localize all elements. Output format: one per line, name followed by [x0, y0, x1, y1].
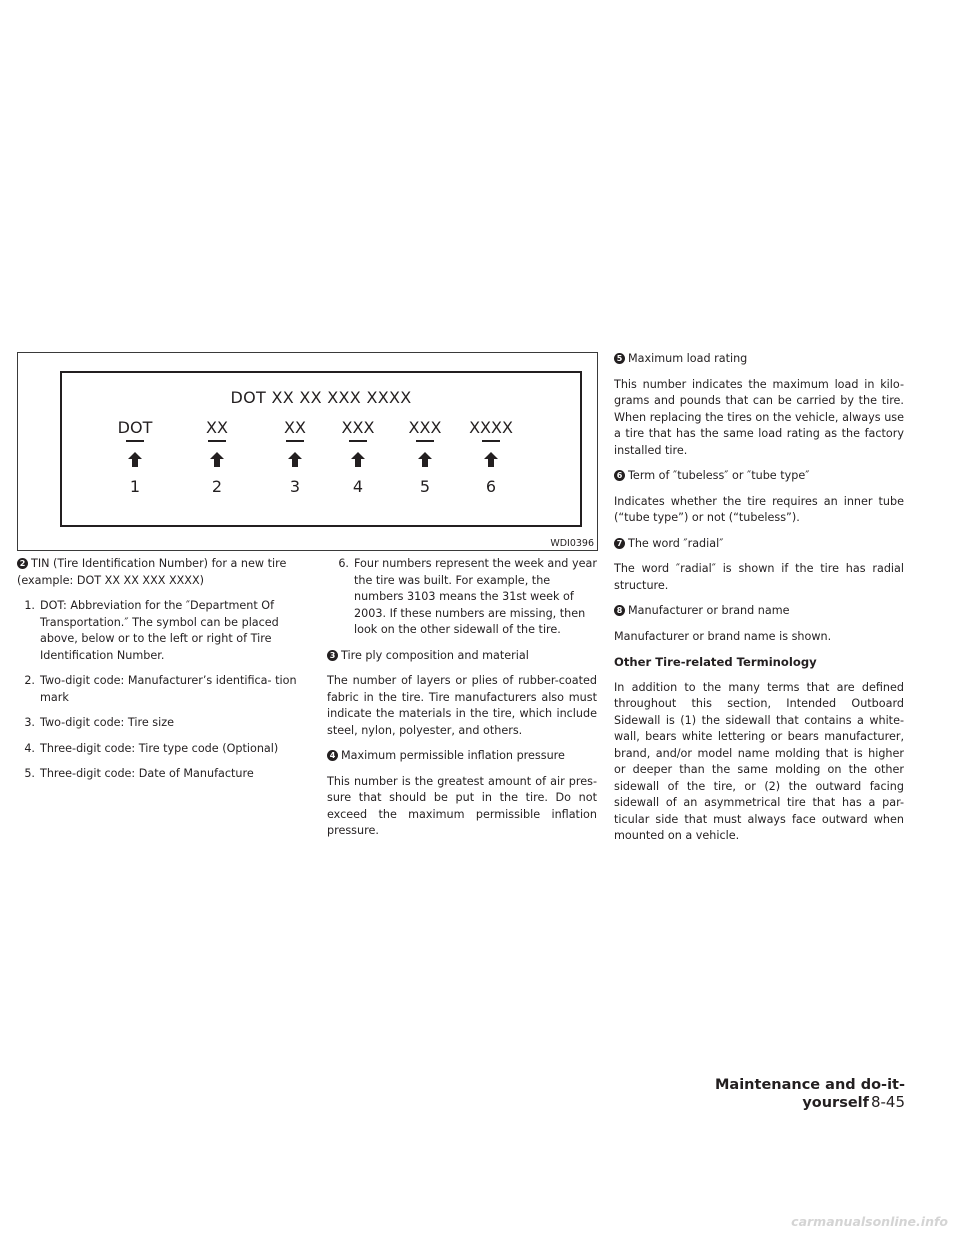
circled-number-icon: 2 [17, 558, 28, 569]
list-number: 5. [24, 767, 35, 780]
list-item [327, 556, 597, 639]
footer-section-title: Maintenance and do-it-yourself [715, 1077, 905, 1111]
section-8-body: Manufacturer or brand name is shown. [614, 629, 832, 643]
tin-part-code: XXXX [469, 418, 513, 437]
circled-number-icon: 8 [614, 605, 625, 616]
tin-part-code: XXX [408, 418, 442, 437]
section-heading-text: Maximum load rating [628, 352, 748, 365]
tin-part-5 [390, 418, 460, 496]
section-8-heading [614, 603, 904, 620]
circled-number-icon: 7 [614, 538, 625, 549]
tin-part-2 [182, 418, 252, 496]
tin-part-number: 5 [419, 477, 431, 496]
section-7-heading [614, 536, 904, 553]
section-4-body: This number is the greatest amount of air pres- sure that should be put in the tire. Do not exceed the maximum permissible inflation pressure. [327, 774, 597, 837]
list-number: 4. [24, 741, 35, 755]
arrow-up-icon [288, 452, 302, 467]
list-item [17, 673, 313, 706]
list-number: 1. [24, 599, 35, 612]
circled-number-icon: 4 [327, 750, 338, 761]
tin-part-number: 3 [289, 477, 301, 496]
underline [208, 440, 226, 442]
list-text: Two-digit code: Tire size [40, 716, 174, 729]
tin-part-4 [323, 418, 393, 496]
list-text: Two-digit code: Manufacturer’s identifica- tion mark [40, 674, 297, 704]
text-column-3 [614, 351, 904, 854]
list-text: Three-digit code: Tire type code (Optional) [40, 741, 279, 755]
list-item [17, 766, 313, 783]
tin-part-code: XX [284, 418, 306, 437]
tin-diagram [17, 352, 598, 551]
tin-diagram-frame [60, 371, 582, 527]
section-heading-text: Manufacturer or brand name [628, 604, 790, 617]
tin-part-1 [100, 418, 170, 496]
section-6-heading [614, 468, 904, 485]
tin-example-title: DOT XX XX XXX XXXX [230, 388, 412, 407]
tin-part-3 [260, 418, 330, 496]
section-heading-text: TIN (Tire Identification Number) for a new tire (example: DOT XX XX XXX XXXX) [17, 557, 287, 587]
list-text: DOT: Abbreviation for the ″Department Of Transportation.″ The symbol can be placed above, below or to the left or right of Tire Identification Number. [40, 599, 279, 662]
site-watermark: carmanualsonline.info [791, 1214, 948, 1229]
other-terminology-body: In addition to the many terms that are defined throughout this section, Intended Outboard Sidewall is (1) the sidewall that contains a white- wall, bears white lettering or bears manufacturer, brand, and/or model name molding that is higher or deeper than the same molding on the other sidewall of the tire, or (2) the outward facing sidewall of an asymmetrical tire that has a par- ticular side that must always face outward when mounted on a vehicle. [614, 680, 904, 842]
page-number: 8-45 [870, 1093, 905, 1111]
list-number: 6. [338, 557, 349, 570]
underline [349, 440, 367, 442]
list-text: Three-digit code: Date of Manufacture [40, 767, 254, 780]
tin-part-code: XX [206, 418, 228, 437]
section-heading-text: Maximum permissible inflation pressure [341, 749, 565, 762]
circled-number-icon: 6 [614, 470, 625, 481]
tin-part-number: 4 [352, 477, 364, 496]
arrow-up-icon [484, 452, 498, 467]
list-item [17, 715, 313, 732]
text-column-2 [327, 556, 597, 849]
arrow-up-icon [128, 452, 142, 467]
page-footer [640, 1077, 905, 1111]
list-item [17, 741, 313, 758]
section-heading-text: Tire ply composition and material [341, 648, 529, 662]
section-5-body: This number indicates the maximum load in kilo- grams and pounds that can be carried by the tire. When replacing the tires on the vehicle, always use a tire that has the same load rating as the factory installed tire. [614, 377, 904, 457]
tin-part-number: 1 [129, 477, 141, 496]
tin-part-number: 6 [485, 477, 497, 496]
list-item [17, 598, 313, 664]
section-4-heading [327, 748, 597, 765]
section-heading-text: Term of ″tubeless″ or ″tube type″ [628, 469, 810, 482]
circled-number-icon: 3 [327, 650, 338, 661]
section-3-heading [327, 648, 597, 665]
section-heading-text: The word ″radial″ [628, 536, 724, 550]
section-3-body: The number of layers or plies of rubber-coated fabric in the tire. Tire manufacturers also must indicate the materials in the tire, which include steel, nylon, polyester, and others. [327, 674, 597, 737]
underline [482, 440, 500, 442]
section-5-heading [614, 351, 904, 368]
figure-id-label: WDI0396 [550, 538, 594, 549]
list-number: 3. [24, 716, 35, 729]
arrow-up-icon [418, 452, 432, 467]
arrow-up-icon [210, 452, 224, 467]
underline [126, 440, 144, 442]
text-column-1 [17, 556, 313, 792]
tin-part-code: DOT [117, 418, 153, 437]
list-text: Four numbers represent the week and year the tire was built. For example, the numbers 3103 means the 31st week of 2003. If these numbers are missing, then look on the other sidewall of the tire. [354, 557, 597, 636]
underline [416, 440, 434, 442]
other-terminology-heading: Other Tire-related Terminology [614, 655, 817, 669]
section-7-body: The word ″radial″ is shown if the tire has radial structure. [614, 562, 904, 592]
underline [286, 440, 304, 442]
tin-part-number: 2 [211, 477, 223, 496]
circled-number-icon: 5 [614, 353, 625, 364]
section-6-body: Indicates whether the tire requires an inner tube (“tube type”) or not (“tubeless”). [614, 494, 904, 524]
list-number: 2. [24, 674, 35, 687]
section-2-heading [17, 556, 313, 589]
arrow-up-icon [351, 452, 365, 467]
tin-part-6 [456, 418, 526, 496]
tin-part-code: XXX [341, 418, 375, 437]
